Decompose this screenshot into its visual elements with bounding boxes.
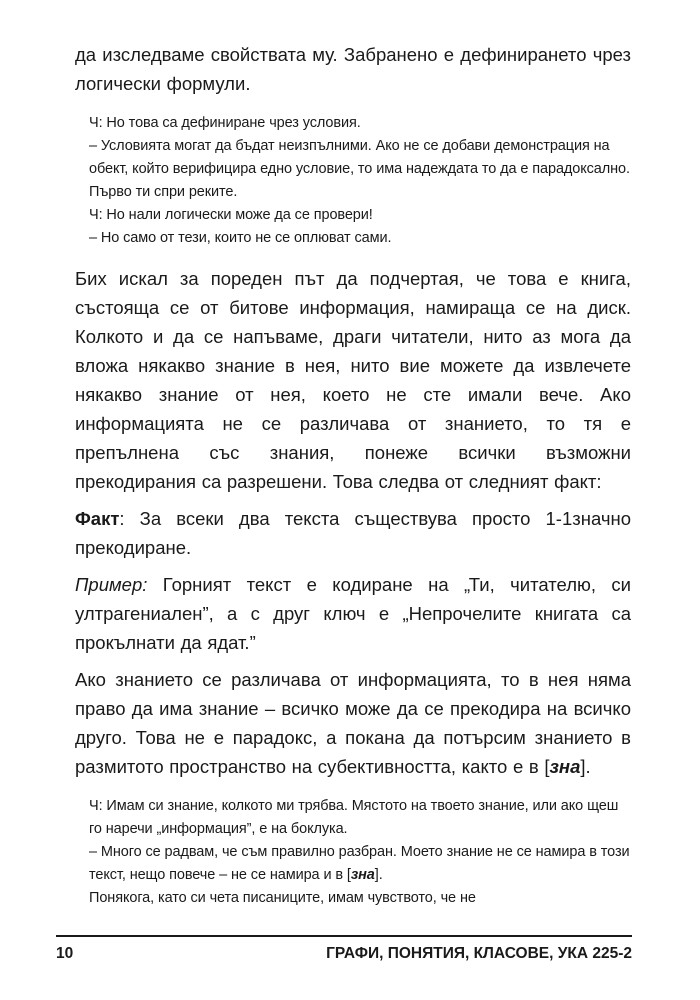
paragraph-3 xyxy=(75,665,631,781)
paragraph-3-text: Ако знанието се различава от информацията, то в нея няма право да има знание – всичко може да се прекодира на всичко друго. Това не е парадокс, а покана да потърсим знанието в размитото пространство на субективността, както е в [ xyxy=(75,669,631,777)
running-title: ГРАФИ, ПОНЯТИЯ, КЛАСОВЕ, УКА 225-2 xyxy=(326,945,632,962)
dialog-line: Ч: Имам си знание, колкото ми трябва. Мястото на твоето знание, или ако щеш го наречи „информация”, е на боклука. xyxy=(89,798,619,837)
example-paragraph xyxy=(75,570,631,657)
dialog-block-2 xyxy=(89,795,631,910)
dialog-line-text: – Много се радвам, че съм правилно разбран. Моето знание не се намира в този текст, нещо повече – не се намира и в [ xyxy=(89,844,630,883)
paragraph-1: да изследваме свойствата му. Забранено е дефинирането чрез логически формули. xyxy=(75,44,631,94)
dialog-block-1 xyxy=(89,112,631,250)
dialog-line: – Но само от тези, които не се оплюват сами. xyxy=(89,230,392,246)
page-footer xyxy=(56,935,632,963)
fact-label: Факт xyxy=(75,508,120,529)
dialog-line: Ч: Но това са дефиниране чрез условия. xyxy=(89,115,361,131)
paragraph-2: Бих искал за пореден път да подчертая, че това е книга, състояща се от битове информация, намираща се на диск. Колкото и да се напъваме, драги читатели, нито аз мога да вложа някакво знание в нея, нито вие можете да извлечете някакво знание от нея, което не сте имали вече. Ако информацията не се различава от знанието, то тя е препълнена със знания, понеже всички възможни прекодирания са разрешени. Това следва от следният факт: xyxy=(75,268,631,492)
paragraph-3-end: ]. xyxy=(580,756,591,777)
example-text: Горният текст е кодиране на „Ти, читателю, си ултрагениален”, а с друг ключ е „Непрочелите книгата са прокълнати да ядат.” xyxy=(75,574,631,653)
citation-ref: зна xyxy=(549,756,581,777)
example-label: Пример: xyxy=(75,574,148,595)
page-body xyxy=(75,40,631,910)
dialog-line-end: ]. xyxy=(374,867,383,883)
fact-paragraph xyxy=(75,504,631,562)
dialog-line: – Условията могат да бъдат неизпълними. Ако не се добави демонстрация на обект, който верифицира едно условие, то има надеждата то да е парадоксално. Първо ти спри реките. xyxy=(89,138,630,200)
dialog-line: Понякога, като си чета писаниците, имам чувството, че не xyxy=(89,890,476,906)
page-number: 10 xyxy=(56,945,74,962)
dialog-line: Ч: Но нали логически може да се провери! xyxy=(89,207,373,223)
fact-text: : За всеки два текста съществува просто 1-1значно прекодиране. xyxy=(75,508,631,558)
dialog-line xyxy=(89,841,631,887)
citation-ref: зна xyxy=(350,867,375,883)
